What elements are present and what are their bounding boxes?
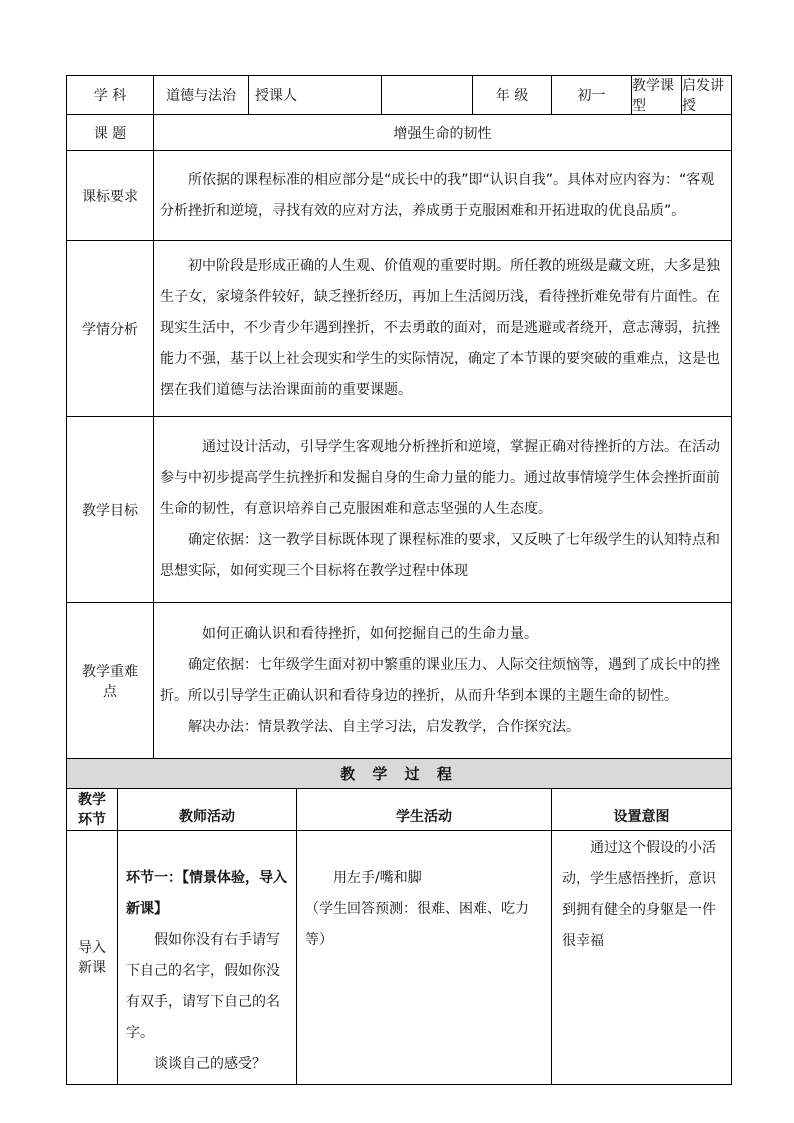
process-title-row: [67, 759, 732, 789]
col-student-header: 学生活动: [297, 789, 552, 831]
col-teacher-header: 教师活动: [118, 789, 297, 831]
process-header-row: [67, 789, 732, 831]
objectives-text-1: 通过设计活动，引导学生客观地分析挫折和逆境，掌握正确对待挫折的方法。在活动参与中初步提高学生抗挫折和发掘自身的生命力量的能力。通过故事情境学生体会挫折面前生命的韧性，有意识培养自己克服困难和意志坚强的人生态度。: [160, 439, 721, 517]
analysis-text: 初中阶段是形成正确的人生观、价值观的重要时期。所任教的班级是藏文班，大多是独生子女，家境条件较好，缺乏挫折经历，再加上生活阅历浅，看待挫折难免带有片面性。在现实生活中，不少青少年遇到挫折，不去勇敢的面对，而是逃避或者绕开，意志薄弱，抗挫能力不强，基于以上社会现实和学生的实际情况，确定了本节课的要突破的重难点，这是也摆在我们道德与法治课面前的重要课题。: [160, 258, 721, 398]
subject-label: 学 科: [67, 76, 154, 115]
intent-text: 通过这个假设的小活动，学生感悟挫折，意识到拥有健全的身躯是一件很幸福: [562, 840, 717, 949]
student-paragraph-2: （学生回答预测：很难、困难、吃力等）: [305, 901, 530, 948]
lesson-type-value: 启发讲授: [682, 78, 725, 114]
student-paragraph-1: 用左手/嘴和脚: [333, 870, 422, 886]
lesson-type-label: 教学课型: [632, 76, 682, 114]
info-row: [67, 76, 732, 115]
lesson-plan-table: [66, 75, 732, 1085]
key-points-label: 教学重难点: [67, 603, 154, 759]
teacher-heading: 环节一：【情景体验，导入新课】: [126, 870, 287, 917]
grade-label: 年 级: [473, 76, 552, 115]
topic-row: [67, 115, 732, 151]
lesson-type-cells: [632, 76, 732, 115]
stage-cell: 导入新课: [67, 831, 118, 1085]
key-points-row: [67, 603, 732, 759]
lesson-plan-document: [66, 75, 731, 1085]
analysis-row: [67, 241, 732, 417]
teacher-paragraph-2: 谈谈自己的感受？: [154, 1056, 266, 1072]
standard-row: [67, 151, 732, 241]
teacher-value: [382, 76, 473, 115]
objectives-label: 教学目标: [67, 417, 154, 603]
objectives-text-2: 确定依据：这一教学目标既体现了课程标准的要求，又反映了七年级学生的认知特点和思想实际，如何实现三个目标将在教学过程中体现: [160, 532, 721, 579]
standard-text: 所依据的课程标准的相应部分是“成长中的我”即“认识自我”。具体对应内容为：“客观分析挫折和逆境，寻找有效的应对方法，养成勇于克服困难和开拓进取的优良品质”。: [160, 171, 715, 219]
process-row: [67, 831, 732, 1085]
key-points-text-2: 确定依据：七年级学生面对初中繁重的课业压力、人际交往烦恼等，遇到了成长中的挫折。所以引导学生正确认识和看待身边的挫折，从而升华到本课的主题生命的韧性。: [160, 656, 721, 704]
subject-value: 道德与法治: [154, 76, 249, 115]
grade-value: 初一: [552, 76, 632, 115]
key-points-text-1: 如何正确认识和看待挫折，如何挖掘自己的生命力量。: [202, 625, 539, 642]
standard-label: 课标要求: [67, 151, 154, 241]
col-stage-header: 教学环节: [67, 789, 118, 831]
key-points-text-3: 解决办法：情景教学法、自主学习法，启发教学，合作探究法。: [188, 718, 581, 735]
teacher-label: 授课人: [249, 76, 382, 115]
process-title: 教 学 过 程: [67, 759, 732, 789]
topic-label: 课 题: [67, 115, 154, 151]
teacher-paragraph-1: 假如你没有右手请写下自己的名字，假如你没有双手，请写下自己的名字。: [126, 932, 280, 1041]
objectives-row: [67, 417, 732, 603]
topic-value: 增强生命的韧性: [154, 115, 732, 151]
col-intent-header: 设置意图: [552, 789, 732, 831]
analysis-label: 学情分析: [67, 241, 154, 417]
